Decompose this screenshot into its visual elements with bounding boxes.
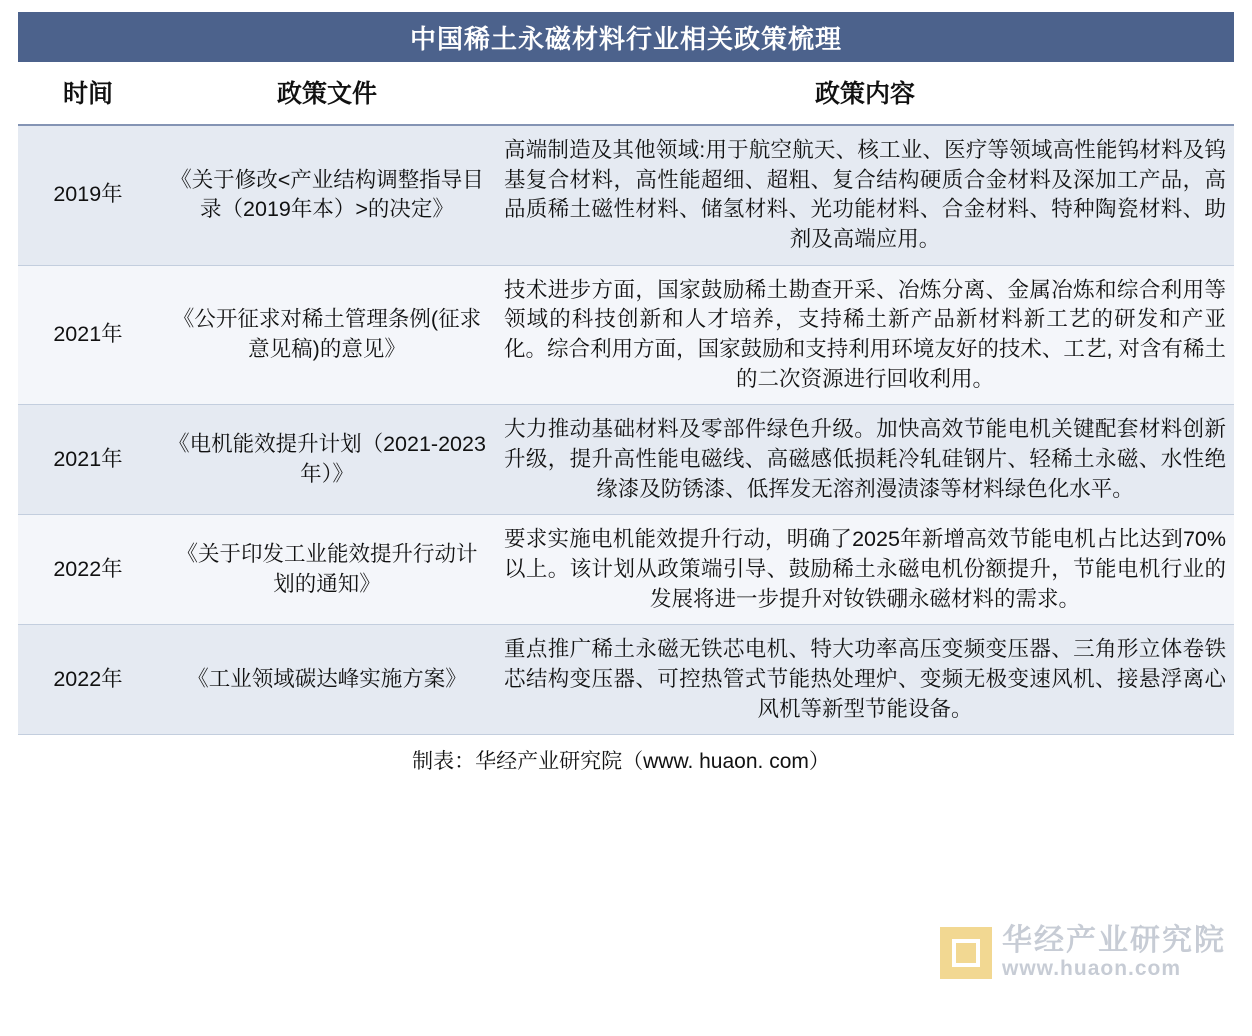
table-row — [18, 125, 1234, 265]
huaon-logo-icon — [940, 927, 992, 979]
cell-document: 《关于印发工业能效提升行动计划的通知》 — [158, 515, 496, 625]
document-title-bar — [18, 12, 1234, 62]
cell-document: 《工业领域碳达峰实施方案》 — [158, 625, 496, 735]
table-row — [18, 265, 1234, 405]
policy-table — [18, 62, 1234, 735]
cell-time: 2021年 — [18, 405, 158, 515]
cell-time: 2022年 — [18, 625, 158, 735]
cell-document: 《公开征求对稀土管理条例(征求意见稿)的意见》 — [158, 265, 496, 405]
table-row — [18, 515, 1234, 625]
cell-time: 2022年 — [18, 515, 158, 625]
table-header-row — [18, 62, 1234, 125]
table-row — [18, 405, 1234, 515]
cell-content: 要求实施电机能效提升行动，明确了2025年新增高效节能电机占比达到70%以上。该计划从政策端引导、鼓励稀土永磁电机份额提升，节能电机行业的发展将进一步提升对钕铁硼永磁材料的需求。 — [496, 515, 1234, 625]
cell-content: 技术进步方面，国家鼓励稀土勘查开采、冶炼分离、金属冶炼和综合利用等领域的科技创新和人才培养，支持稀土新产品新材料新工艺的研发和产亚化。综合利用方面，国家鼓励和支持利用环境友好的技术、工艺, 对含有稀土的二次资源进行回收利用。 — [496, 265, 1234, 405]
cell-time: 2021年 — [18, 265, 158, 405]
source-note: 制表：华经产业研究院（www. huaon. com） — [412, 750, 830, 774]
cell-document: 《关于修改<产业结构调整指导目录（2019年本）>的决定》 — [158, 125, 496, 265]
watermark-text — [1002, 925, 1226, 980]
cell-document: 《电机能效提升计划（2021-2023年）》 — [158, 405, 496, 515]
column-header-content: 政策内容 — [496, 62, 1234, 125]
watermark — [940, 925, 1226, 980]
watermark-cn: 华经产业研究院 — [1002, 924, 1226, 958]
cell-content: 大力推动基础材料及零部件绿色升级。加快高效节能电机关键配套材料创新升级，提升高性能电磁线、高磁感低损耗冷轧硅钢片、轻稀土永磁、水性绝缘漆及防锈漆、低挥发无溶剂漫渍漆等材料绿色化水平。 — [496, 405, 1234, 515]
table-header — [18, 62, 1234, 125]
cell-content: 重点推广稀土永磁无铁芯电机、特大功率高压变频变压器、三角形立体卷铁芯结构变压器、可控热管式节能热处理炉、变频无极变速风机、接悬浮离心风机等新型节能设备。 — [496, 625, 1234, 735]
table-row — [18, 625, 1234, 735]
column-header-time: 时间 — [18, 62, 158, 125]
table-body — [18, 125, 1234, 735]
cell-content: 高端制造及其他领域:用于航空航天、核工业、医疗等领域高性能钨材料及钨基复合材料，高性能超细、超粗、复合结构硬质合金材料及深加工产品，高品质稀土磁性材料、储氢材料、光功能材料、合金材料、特种陶瓷材料、助剂及高端应用。 — [496, 125, 1234, 265]
column-header-document: 政策文件 — [158, 62, 496, 125]
watermark-en: www.huaon.com — [1002, 956, 1182, 980]
page-title: 中国稀土永磁材料行业相关政策梳理 — [409, 23, 842, 54]
cell-time: 2019年 — [18, 125, 158, 265]
